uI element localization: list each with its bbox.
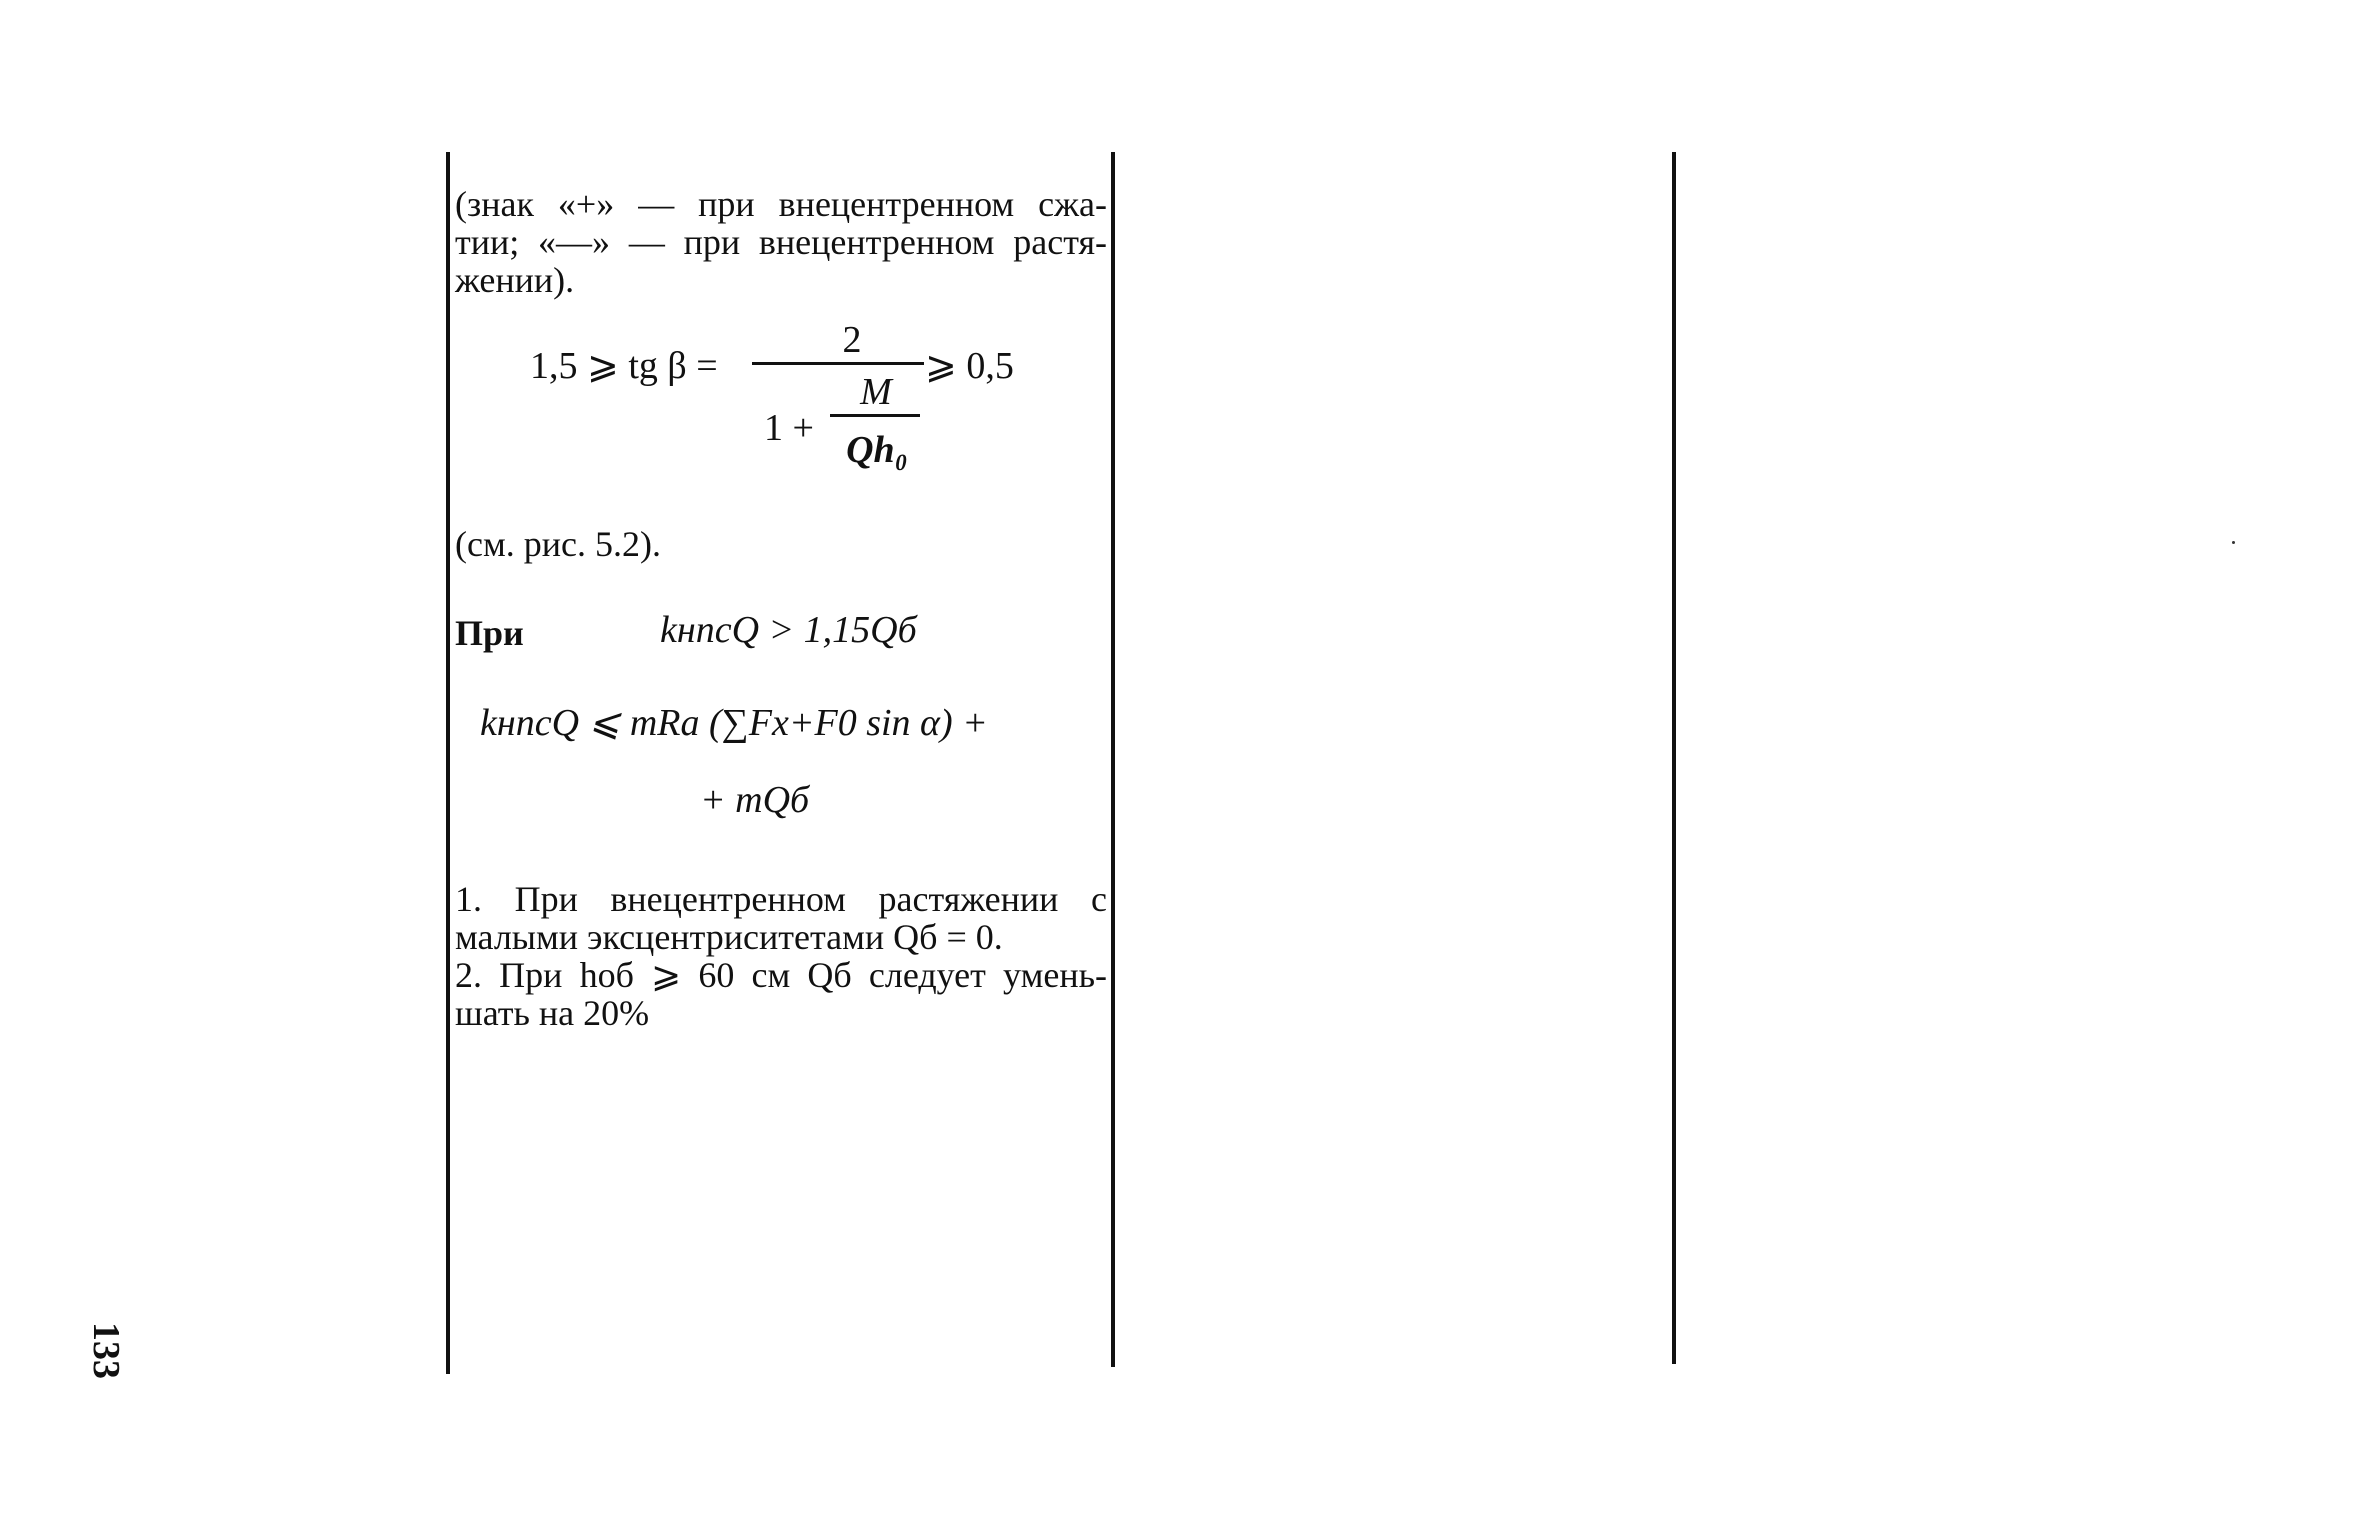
column-divider-right [1672,152,1676,1364]
intro-line-1: (знак «+» — при внецентренном сжа- [455,184,1107,224]
column-divider-left [446,152,450,1374]
formula1-denominator-one: 1 + [764,407,814,449]
formula1-inner-numerator: M [860,371,892,413]
strength-formula-line-1: kнncQ ⩽ mRa (∑Fx+F0 sin α) + [480,702,988,744]
figure-reference: (см. рис. 5.2). [455,524,661,564]
intro-paragraph [455,185,1107,299]
notes-block [455,880,1107,1032]
column-divider-middle [1111,152,1115,1367]
strength-formula-line-2: + mQб [700,779,810,821]
note-line-2: малыми эксцентриситетами Qб = 0. [455,917,1003,957]
tg-beta-formula [530,318,1050,488]
formula1-inner-denominator: Qh₀ [846,429,908,471]
intro-line-3: жении). [455,260,575,300]
condition-expression: kнncQ > 1,15Qб [660,609,917,651]
note-line-3: 2. При hоб ⩾ 60 см Qб следует умень- [455,955,1107,995]
condition-label: При [455,613,524,653]
intro-line-2: тии; «—» — при внецентренном растя- [455,222,1107,262]
formula1-fraction [752,318,952,488]
formula1-numerator: 2 [842,319,862,361]
page-number: 133 [85,1322,127,1379]
scan-speck [2232,541,2235,544]
formula1-inner-fraction-bar [830,414,920,417]
formula1-lhs: 1,5 ⩾ tg β = [530,345,718,387]
formula1-fraction-bar [752,362,924,365]
note-line-4: шать на 20% [455,993,650,1033]
note-line-1: 1. При внецентренном растяжении с [455,879,1107,919]
formula1-rhs: ⩾ 0,5 [925,345,1014,387]
